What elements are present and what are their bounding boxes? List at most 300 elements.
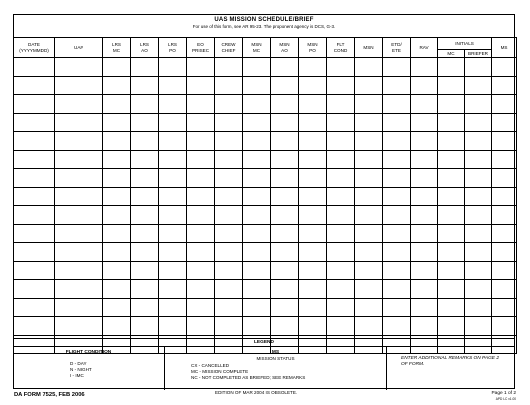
entry-cell[interactable] — [299, 95, 327, 114]
entry-cell[interactable] — [159, 95, 187, 114]
entry-cell[interactable] — [355, 95, 383, 114]
entry-cell[interactable] — [438, 187, 465, 206]
entry-cell[interactable] — [103, 76, 131, 95]
entry-cell[interactable] — [187, 206, 215, 225]
col-header-lrs-ao — [131, 38, 159, 58]
entry-cell[interactable] — [131, 187, 159, 206]
entry-cell[interactable] — [465, 132, 492, 151]
entry-cell[interactable] — [355, 132, 383, 151]
legend-ms-title: MS — [271, 350, 280, 355]
entry-cell[interactable] — [14, 113, 55, 132]
legend-item: NC - NOT COMPLETED AS BRIEFED; SEE REMARKS — [191, 374, 306, 380]
entry-cell[interactable] — [131, 132, 159, 151]
entry-cell[interactable] — [411, 224, 438, 243]
entry-cell[interactable] — [14, 95, 55, 114]
edition-note: EDITION OF MAR 2004 IS OBSOLETE. — [215, 390, 298, 395]
entry-cell[interactable] — [299, 113, 327, 132]
entry-cell[interactable] — [243, 261, 271, 280]
entry-cell[interactable] — [299, 317, 327, 336]
entry-cell[interactable] — [159, 187, 187, 206]
entry-cell[interactable] — [465, 187, 492, 206]
entry-cell[interactable] — [492, 76, 517, 95]
legend-ms-list — [191, 363, 386, 381]
col-header-sublabel: PRISEC — [191, 47, 210, 53]
entry-cell[interactable] — [271, 261, 299, 280]
entry-cell[interactable] — [187, 113, 215, 132]
entry-cell[interactable] — [131, 58, 159, 77]
col-header-msn-ao — [271, 38, 299, 58]
entry-cell[interactable] — [355, 187, 383, 206]
entry-cell[interactable] — [243, 58, 271, 77]
table-row — [14, 206, 517, 225]
entry-cell[interactable] — [103, 261, 131, 280]
table-row — [14, 95, 517, 114]
entry-cell[interactable] — [55, 150, 103, 169]
entry-cell[interactable] — [327, 187, 355, 206]
entry-cell[interactable] — [271, 243, 299, 262]
entry-cell[interactable] — [492, 187, 517, 206]
entry-cell[interactable] — [131, 95, 159, 114]
entry-cell[interactable] — [131, 150, 159, 169]
entry-cell[interactable] — [327, 169, 355, 188]
entry-cell[interactable] — [103, 187, 131, 206]
entry-cell[interactable] — [492, 95, 517, 114]
entry-cell[interactable] — [187, 224, 215, 243]
entry-cell[interactable] — [55, 243, 103, 262]
entry-cell[interactable] — [215, 224, 243, 243]
entry-cell[interactable] — [131, 113, 159, 132]
entry-cell[interactable] — [215, 280, 243, 299]
entry-cell[interactable] — [187, 76, 215, 95]
entry-cell[interactable] — [215, 113, 243, 132]
entry-cell[interactable] — [271, 280, 299, 299]
entry-cell[interactable] — [355, 298, 383, 317]
entry-cell[interactable] — [327, 243, 355, 262]
entry-cell[interactable] — [215, 95, 243, 114]
entry-cell[interactable] — [243, 317, 271, 336]
entry-cell[interactable] — [492, 224, 517, 243]
entry-cell[interactable] — [243, 169, 271, 188]
entry-cell[interactable] — [383, 132, 411, 151]
entry-cell[interactable] — [215, 298, 243, 317]
entry-cell[interactable] — [299, 298, 327, 317]
entry-cell[interactable] — [103, 206, 131, 225]
entry-cell[interactable] — [159, 224, 187, 243]
entry-cell[interactable] — [465, 76, 492, 95]
entry-cell[interactable] — [299, 224, 327, 243]
entry-cell[interactable] — [438, 113, 465, 132]
entry-cell[interactable] — [14, 261, 55, 280]
entry-cell[interactable] — [271, 317, 299, 336]
col-header-initials-briefer: BRIEFER — [465, 50, 492, 58]
entry-cell[interactable] — [159, 261, 187, 280]
entry-cell[interactable] — [55, 280, 103, 299]
entry-cell[interactable] — [187, 243, 215, 262]
entry-cell[interactable] — [14, 150, 55, 169]
entry-cell[interactable] — [215, 169, 243, 188]
col-header-sublabel: ETE — [392, 47, 401, 53]
entry-cell[interactable] — [131, 169, 159, 188]
entry-cell[interactable] — [243, 132, 271, 151]
entry-cell[interactable] — [55, 187, 103, 206]
entry-cell[interactable] — [271, 298, 299, 317]
entry-cell[interactable] — [327, 317, 355, 336]
entry-cell[interactable] — [355, 261, 383, 280]
entry-cell[interactable] — [327, 58, 355, 77]
entry-cell[interactable] — [383, 95, 411, 114]
entry-cell[interactable] — [355, 317, 383, 336]
col-header-label: MSN — [307, 42, 318, 47]
entry-cell[interactable] — [271, 224, 299, 243]
col-header-rav — [411, 38, 438, 58]
col-header-initials-mc: MC — [438, 50, 465, 58]
entry-cell[interactable] — [383, 206, 411, 225]
entry-cell[interactable] — [492, 280, 517, 299]
col-header-label: LRS — [140, 42, 149, 47]
table-row — [14, 169, 517, 188]
col-header-msn — [355, 38, 383, 58]
entry-cell[interactable] — [411, 169, 438, 188]
entry-cell[interactable] — [355, 206, 383, 225]
entry-cell[interactable] — [14, 243, 55, 262]
entry-cell[interactable] — [271, 206, 299, 225]
entry-cell[interactable] — [14, 224, 55, 243]
legend-flight-condition-list — [70, 361, 164, 379]
entry-cell[interactable] — [159, 113, 187, 132]
entry-cell[interactable] — [327, 298, 355, 317]
entry-cell[interactable] — [383, 317, 411, 336]
entry-cell[interactable] — [159, 298, 187, 317]
entry-cell[interactable] — [383, 169, 411, 188]
table-row — [14, 113, 517, 132]
entry-cell[interactable] — [327, 261, 355, 280]
entry-cell[interactable] — [271, 187, 299, 206]
table-header — [14, 38, 517, 58]
entry-cell[interactable] — [215, 261, 243, 280]
col-header-label: LRS — [168, 42, 177, 47]
entry-cell[interactable] — [492, 169, 517, 188]
entry-cell[interactable] — [438, 150, 465, 169]
entry-cell[interactable] — [327, 95, 355, 114]
entry-cell[interactable] — [299, 76, 327, 95]
entry-cell[interactable] — [355, 58, 383, 77]
col-header-initials — [438, 38, 492, 50]
entry-cell[interactable] — [465, 169, 492, 188]
entry-cell[interactable] — [411, 280, 438, 299]
entry-cell[interactable] — [411, 243, 438, 262]
entry-cell[interactable] — [383, 243, 411, 262]
entry-cell[interactable] — [355, 243, 383, 262]
entry-cell[interactable] — [243, 206, 271, 225]
entry-cell[interactable] — [159, 132, 187, 151]
entry-cell[interactable] — [159, 169, 187, 188]
table-row — [14, 76, 517, 95]
entry-cell[interactable] — [159, 317, 187, 336]
entry-cell[interactable] — [131, 280, 159, 299]
entry-cell[interactable] — [327, 280, 355, 299]
entry-cell[interactable] — [14, 76, 55, 95]
col-header-label: MSN — [363, 44, 374, 50]
entry-cell[interactable] — [215, 132, 243, 151]
entry-cell[interactable] — [103, 132, 131, 151]
entry-cell[interactable] — [411, 58, 438, 77]
entry-cell[interactable] — [438, 95, 465, 114]
legend-title: LEGEND — [13, 338, 515, 346]
entry-cell[interactable] — [103, 113, 131, 132]
col-header-sublabel: PO — [309, 47, 316, 53]
entry-cell[interactable] — [215, 58, 243, 77]
entry-cell[interactable] — [492, 58, 517, 77]
entry-cell[interactable] — [187, 150, 215, 169]
entry-cell[interactable] — [55, 206, 103, 225]
entry-cell[interactable] — [55, 113, 103, 132]
entry-cell[interactable] — [299, 169, 327, 188]
entry-cell[interactable] — [465, 280, 492, 299]
entry-cell[interactable] — [215, 187, 243, 206]
entry-cell[interactable] — [383, 58, 411, 77]
entry-cell[interactable] — [243, 298, 271, 317]
table-row — [14, 261, 517, 280]
entry-cell[interactable] — [271, 132, 299, 151]
entry-cell[interactable] — [55, 261, 103, 280]
entry-cell[interactable] — [299, 243, 327, 262]
entry-cell[interactable] — [383, 113, 411, 132]
entry-cell[interactable] — [271, 113, 299, 132]
entry-cell[interactable] — [103, 317, 131, 336]
entry-cell[interactable] — [159, 206, 187, 225]
entry-cell[interactable] — [383, 298, 411, 317]
entry-cell[interactable] — [438, 280, 465, 299]
entry-cell[interactable] — [55, 58, 103, 77]
entry-cell[interactable] — [492, 132, 517, 151]
entry-cell[interactable] — [411, 132, 438, 151]
entry-cell[interactable] — [271, 58, 299, 77]
entry-cell[interactable] — [243, 95, 271, 114]
entry-cell[interactable] — [492, 113, 517, 132]
entry-cell[interactable] — [14, 169, 55, 188]
entry-cell[interactable] — [355, 113, 383, 132]
entry-cell[interactable] — [14, 317, 55, 336]
col-header-sublabel: MC — [252, 47, 261, 53]
entry-cell[interactable] — [271, 76, 299, 95]
entry-cell[interactable] — [159, 280, 187, 299]
entry-cell[interactable] — [299, 280, 327, 299]
legend-flight-condition-title: FLIGHT CONDITION — [65, 350, 112, 355]
entry-cell[interactable] — [14, 58, 55, 77]
entry-cell[interactable] — [159, 58, 187, 77]
entry-cell[interactable] — [187, 298, 215, 317]
entry-cell[interactable] — [243, 113, 271, 132]
entry-cell[interactable] — [187, 132, 215, 151]
entry-cell[interactable] — [465, 58, 492, 77]
entry-cell[interactable] — [492, 261, 517, 280]
entry-cell[interactable] — [438, 243, 465, 262]
legend-item: D - DAY — [70, 361, 87, 366]
entry-cell[interactable] — [14, 206, 55, 225]
entry-cell[interactable] — [103, 58, 131, 77]
entry-cell[interactable] — [355, 150, 383, 169]
entry-cell[interactable] — [492, 317, 517, 336]
entry-cell[interactable] — [383, 261, 411, 280]
entry-cell[interactable] — [103, 280, 131, 299]
entry-cell[interactable] — [438, 224, 465, 243]
entry-cell[interactable] — [131, 206, 159, 225]
table-row — [14, 58, 517, 77]
entry-cell[interactable] — [215, 76, 243, 95]
entry-cell[interactable] — [327, 76, 355, 95]
entry-cell[interactable] — [14, 132, 55, 151]
entry-cell[interactable] — [411, 206, 438, 225]
col-header-lrs-po — [159, 38, 187, 58]
entry-cell[interactable] — [327, 224, 355, 243]
legend-remarks — [387, 347, 515, 390]
legend-flight-condition — [13, 347, 165, 390]
entry-cell[interactable] — [465, 113, 492, 132]
entry-cell[interactable] — [299, 187, 327, 206]
table-row — [14, 224, 517, 243]
legend-item: I - IMC — [70, 373, 84, 378]
entry-cell[interactable] — [465, 224, 492, 243]
entry-cell[interactable] — [327, 206, 355, 225]
col-header-msn-mc — [243, 38, 271, 58]
entry-cell[interactable] — [55, 76, 103, 95]
entry-cell[interactable] — [383, 76, 411, 95]
entry-cell[interactable] — [438, 317, 465, 336]
entry-cell[interactable] — [55, 169, 103, 188]
entry-cell[interactable] — [243, 243, 271, 262]
entry-cell[interactable] — [411, 76, 438, 95]
entry-cell[interactable] — [355, 76, 383, 95]
entry-cell[interactable] — [215, 150, 243, 169]
entry-cell[interactable] — [103, 150, 131, 169]
entry-cell[interactable] — [243, 187, 271, 206]
entry-cell[interactable] — [299, 261, 327, 280]
table-row — [14, 187, 517, 206]
entry-cell[interactable] — [159, 150, 187, 169]
entry-cell[interactable] — [465, 206, 492, 225]
entry-cell[interactable] — [465, 298, 492, 317]
entry-cell[interactable] — [103, 224, 131, 243]
entry-cell[interactable] — [131, 224, 159, 243]
entry-cell[interactable] — [131, 76, 159, 95]
entry-cell[interactable] — [55, 317, 103, 336]
entry-cell[interactable] — [411, 261, 438, 280]
entry-cell[interactable] — [271, 150, 299, 169]
entry-cell[interactable] — [131, 298, 159, 317]
entry-cell[interactable] — [327, 132, 355, 151]
entry-cell[interactable] — [299, 206, 327, 225]
entry-cell[interactable] — [14, 187, 55, 206]
entry-cell[interactable] — [465, 150, 492, 169]
entry-cell[interactable] — [299, 58, 327, 77]
entry-cell[interactable] — [271, 95, 299, 114]
entry-cell[interactable] — [492, 150, 517, 169]
entry-cell[interactable] — [103, 169, 131, 188]
entry-cell[interactable] — [411, 95, 438, 114]
entry-cell[interactable] — [438, 206, 465, 225]
col-header-label: ETD/ — [391, 42, 402, 47]
entry-cell[interactable] — [187, 187, 215, 206]
entry-cell[interactable] — [411, 150, 438, 169]
entry-cell[interactable] — [411, 298, 438, 317]
entry-cell[interactable] — [55, 298, 103, 317]
form-subtitle: For use of this form, see AR 95-23. The proponent agency is DCS, G-3. — [192, 24, 336, 29]
entry-cell[interactable] — [243, 224, 271, 243]
entry-cell[interactable] — [411, 113, 438, 132]
entry-cell[interactable] — [271, 169, 299, 188]
col-header-crew-chief — [215, 38, 243, 58]
entry-cell[interactable] — [131, 317, 159, 336]
entry-cell[interactable] — [383, 150, 411, 169]
entry-cell[interactable] — [465, 261, 492, 280]
entry-cell[interactable] — [187, 280, 215, 299]
entry-cell[interactable] — [411, 187, 438, 206]
entry-cell[interactable] — [243, 150, 271, 169]
entry-cell[interactable] — [383, 280, 411, 299]
entry-cell[interactable] — [215, 206, 243, 225]
entry-cell[interactable] — [187, 261, 215, 280]
entry-cell[interactable] — [383, 187, 411, 206]
entry-cell[interactable] — [492, 298, 517, 317]
entry-cell[interactable] — [243, 280, 271, 299]
entry-cell[interactable] — [55, 132, 103, 151]
entry-cell[interactable] — [438, 169, 465, 188]
entry-cell[interactable] — [159, 76, 187, 95]
entry-cell[interactable] — [299, 150, 327, 169]
entry-cell[interactable] — [411, 317, 438, 336]
entry-cell[interactable] — [383, 224, 411, 243]
entry-cell[interactable] — [159, 243, 187, 262]
entry-cell[interactable] — [187, 169, 215, 188]
page-number: Page 1 of 2 — [491, 391, 516, 396]
table-row — [14, 298, 517, 317]
entry-cell[interactable] — [355, 224, 383, 243]
entry-cell[interactable] — [438, 132, 465, 151]
entry-cell[interactable] — [438, 261, 465, 280]
entry-cell[interactable] — [187, 58, 215, 77]
entry-cell[interactable] — [492, 243, 517, 262]
entry-cell[interactable] — [243, 76, 271, 95]
legend — [13, 346, 515, 389]
entry-cell[interactable] — [465, 317, 492, 336]
entry-cell[interactable] — [438, 58, 465, 77]
entry-cell[interactable] — [492, 206, 517, 225]
entry-cell[interactable] — [14, 298, 55, 317]
entry-cell[interactable] — [215, 317, 243, 336]
entry-cell[interactable] — [187, 317, 215, 336]
entry-cell[interactable] — [355, 169, 383, 188]
entry-cell[interactable] — [55, 95, 103, 114]
entry-cell[interactable] — [327, 113, 355, 132]
entry-cell[interactable] — [103, 243, 131, 262]
entry-cell[interactable] — [55, 224, 103, 243]
entry-cell[interactable] — [187, 95, 215, 114]
entry-cell[interactable] — [103, 95, 131, 114]
entry-cell[interactable] — [131, 261, 159, 280]
entry-cell[interactable] — [299, 132, 327, 151]
entry-cell[interactable] — [131, 243, 159, 262]
entry-cell[interactable] — [438, 298, 465, 317]
entry-cell[interactable] — [103, 298, 131, 317]
entry-cell[interactable] — [215, 243, 243, 262]
entry-cell[interactable] — [465, 243, 492, 262]
entry-cell[interactable] — [355, 280, 383, 299]
entry-cell[interactable] — [438, 76, 465, 95]
entry-cell[interactable] — [14, 280, 55, 299]
form-id: DA FORM 7525, FEB 2006 — [14, 392, 85, 398]
entry-cell[interactable] — [327, 150, 355, 169]
entry-cell[interactable] — [465, 95, 492, 114]
